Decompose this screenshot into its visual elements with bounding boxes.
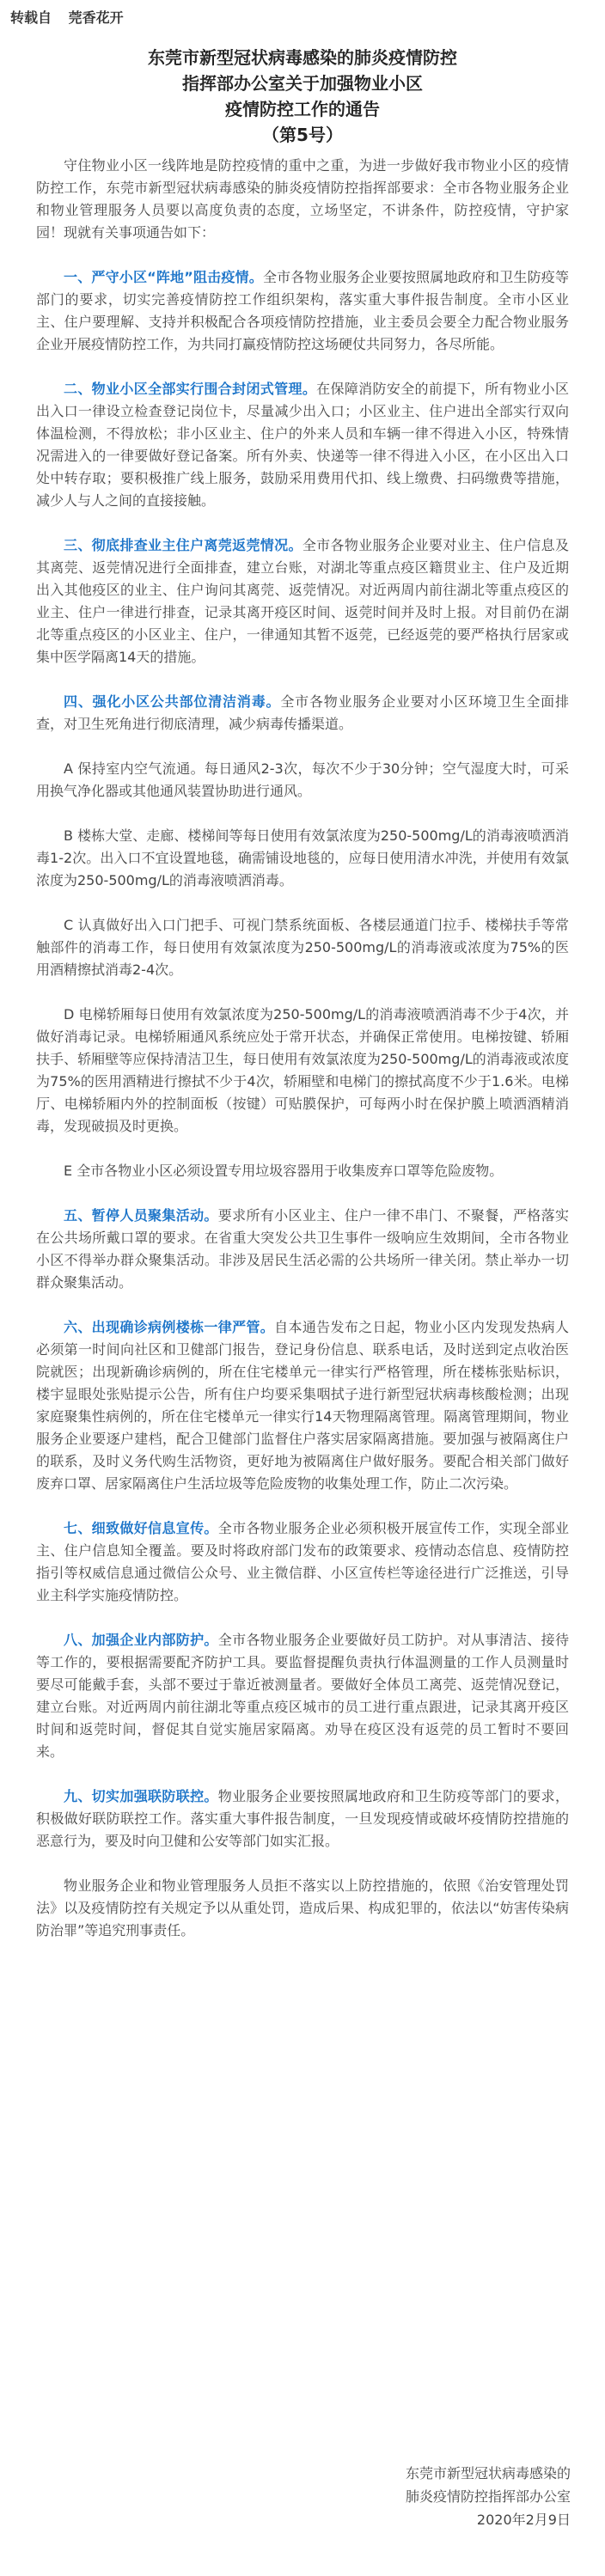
section-heading: 三、彻底排查业主住户离莞返莞情况。 — [64, 537, 302, 553]
signature-date: 2020年2月9日 — [476, 2512, 571, 2528]
signature-line-2: 肺炎疫情防控指挥部办公室 — [405, 2488, 571, 2505]
section-5 — [36, 1205, 569, 1294]
list-item-d: D 电梯轿厢每日使用有效氯浓度为250-500mg/L的消毒液喷洒消毒不少于4次，并做好消毒记录。电梯轿厢通风系统应处于常开状态，并确保正常使用。电梯按键、轿厢扶手、轿厢壁等应保持清洁卫生，每日使用有效氯浓度为250-500mg/L的消毒液或浓度为75%的医用酒精进行擦拭不少于4次，轿厢壁和电梯门的擦拭高度不少于1.6米。电梯厅、电梯轿厢内外的控制面板（按键）可贴膜保护，可每两小时在保护膜上喷洒酒精消毒，发现破损及时更换。 — [36, 1006, 569, 1134]
section-text: 在保障消防安全的前提下，所有物业小区出入口一律设立检查登记岗位卡，尽量减少出入口；小区业主、住户进出全部实行双向体温检测，不得放松；非小区业主、住户的外来人员和车辆一律不得进入小区，特殊情况需进入的一律要做好登记备案。所有外卖、快递等一律不得进入小区，在小区出入口处中转存取；要积极推广线上服务，鼓励采用费用代扣、线上缴费、扫码缴费等措施，减少人与人之间的直接接触。 — [36, 381, 569, 509]
title-line-4: （第5号） — [262, 125, 343, 145]
source-bar — [10, 7, 136, 27]
notice-body — [36, 155, 569, 1964]
section-1 — [36, 266, 569, 356]
section-heading: 四、强化小区公共部位清洁消毒。 — [64, 693, 281, 710]
list-item-c: C 认真做好出入口门把手、可视门禁系统面板、各楼层通道门拉手、楼梯扶手等常触部件的消毒工作，每日使用有效氯浓度为250-500mg/L的消毒液或浓度为75%的医用酒精擦拭消毒2-4次。 — [36, 917, 569, 978]
section-text: 全市各物业服务企业要对业主、住户信息及其离莞、返莞情况进行全面排查，建立台账，对湖北等重点疫区籍贯业主、住户及近期出入其他疫区的业主、住户询问其离莞、返莞情况。对近两周内前往湖北等重点疫区的业主、住户一律进行排查，记录其离开疫区时间、返莞时间并及时上报。对目前仍在湖北等重点疫区的小区业主、住户，一律通知其暂不返莞，已经返莞的要严格执行居家或集中医学隔离14天的措施。 — [36, 537, 569, 665]
notice-title — [0, 45, 605, 148]
section-4 — [36, 691, 569, 736]
section-text: 全市各物业服务企业要按照属地政府和卫生防疫等部门的要求，切实完善疫情防控工作组织架构，落实重大事件报告制度。全市小区业主、住户要理解、支持并积极配合各项疫情防控措施，业主委员会要全力配合物业服务企业开展疫情防控工作，为共同打赢疫情防控这场硬仗共同努力，各尽所能。 — [36, 269, 569, 352]
section-heading: 八、加强企业内部防护。 — [64, 1632, 218, 1648]
title-line-1: 东莞市新型冠状病毒感染的肺炎疫情防控 — [148, 47, 457, 68]
section-heading: 一、严守小区“阵地”阻击疫情。 — [64, 269, 263, 285]
signature-block — [406, 2462, 571, 2531]
title-line-3: 疫情防控工作的通告 — [225, 99, 380, 119]
section-heading: 五、暂停人员聚集活动。 — [64, 1207, 218, 1224]
list-item-e: E 全市各物业小区必须设置专用垃圾容器用于收集废弃口罩等危险废物。 — [64, 1163, 504, 1179]
source-name: 莞香花开 — [68, 9, 124, 26]
repost-tag: 转载自 — [10, 9, 52, 26]
section-text: 要求所有小区业主、住户一律不串门、不聚餐，严格落实在公共场所戴口罩的要求。在省重大突发公共卫生事件一级响应生效期间，全市各物业小区不得举办群众聚集活动。非涉及居民生活必需的公共场所一律关闭。禁止举办一切群众聚集活动。 — [36, 1207, 569, 1291]
list-item-b: B 楼栋大堂、走廊、楼梯间等每日使用有效氯浓度为250-500mg/L的消毒液喷洒消毒1-2次。出入口不宜设置地毯，确需铺设地毯的，应每日使用清水冲洗，并使用有效氯浓度为250-500mg/L的消毒液喷洒消毒。 — [36, 827, 569, 888]
list-item-a: A 保持室内空气流通。每日通风2-3次，每次不少于30分钟；空气湿度大时，可采用换气净化器或其他通风装置协助进行通风。 — [36, 760, 569, 799]
section-heading: 九、切实加强联防联控。 — [64, 1788, 218, 1804]
title-line-2: 指挥部办公室关于加强物业小区 — [182, 73, 423, 94]
section-text: 自本通告发布之日起，物业小区内发现发热病人必须第一时间向社区和卫健部门报告，登记身份信息、联系电话，及时送到定点收治医院就医；出现新确诊病例的，所在住宅楼单元一律实行严格管理，所在楼栋张贴标识，楼宇显眼处张贴提示公告，所有住户均要采集咽拭子进行新型冠状病毒核酸检测；出现家庭聚集性病例的，所在住宅楼单元一律实行14天物理隔离管理。隔离管理期间，物业服务企业要逐户建档，配合卫健部门监督住户落实居家隔离措施。要加强与被隔离住户的联系，及时义务代购生活物资，更好地为被隔离住户做好服务。要配合相关部门做好废弃口罩、居家隔离住户生活垃圾等危险废物的收集处理工作，防止二次污染。 — [36, 1319, 569, 1492]
section-heading: 七、细致做好信息宣传。 — [64, 1520, 218, 1536]
section-text: 全市各物业服务企业必须积极开展宣传工作，实现全部业主、住户信息知全覆盖。要及时将政府部门发布的政策要求、疫情动态信息、疫情防控指引等权威信息通过微信公众号、业主微信群、小区宣传栏等途径进行广泛推送，引导业主科学实施疫情防控。 — [36, 1520, 569, 1603]
section-heading: 六、出现确诊病例楼栋一律严管。 — [64, 1319, 275, 1335]
intro-paragraph: 守住物业小区一线阵地是防控疫情的重中之重，为进一步做好我市物业小区的疫情防控工作，东莞市新型冠状病毒感染的肺炎疫情防控指挥部要求：全市各物业服务企业和物业管理服务人员要以高度负责的态度，立场坚定，不讲条件，防控疫情，守护家园！现就有关事项通告如下： — [36, 157, 569, 241]
section-9 — [36, 1785, 569, 1853]
section-3 — [36, 534, 569, 668]
section-2 — [36, 378, 569, 512]
section-text: 全市各物业服务企业要对小区环境卫生全面排查，对卫生死角进行彻底清理，减少病毒传播渠道。 — [36, 693, 569, 732]
section-6 — [36, 1316, 569, 1495]
section-8 — [36, 1629, 569, 1763]
signature-line-1: 东莞市新型冠状病毒感染的 — [405, 2465, 571, 2481]
section-heading: 二、物业小区全部实行围合封闭式管理。 — [64, 381, 317, 397]
closing-paragraph: 物业服务企业和物业管理服务人员拒不落实以上防控措施的，依照《治安管理处罚法》以及疫情防控有关规定予以从重处罚，造成后果、构成犯罪的，依法以“妨害传染病防治罪”等追究刑事责任。 — [36, 1877, 569, 1938]
section-text: 全市各物业服务企业要做好员工防护。对从事清洁、接待等工作的，要根据需要配齐防护工具。要监督提醒负责执行体温测量的工作人员测量时要尽可能戴手套，头部不要过于靠近被测量者。要做好全体员工离莞、返莞情况登记，建立台账。对近两周内前往湖北等重点疫区城市的员工进行重点跟进，记录其离开疫区时间和返莞时间，督促其自觉实施居家隔离。劝导在疫区没有返莞的员工暂时不要回来。 — [36, 1632, 569, 1760]
section-text: 物业服务企业要按照属地政府和卫生防疫等部门的要求，积极做好联防联控工作。落实重大事件报告制度，一旦发现疫情或破坏疫情防控措施的恶意行为，要及时向卫健和公安等部门如实汇报。 — [36, 1788, 569, 1849]
section-7 — [36, 1517, 569, 1607]
